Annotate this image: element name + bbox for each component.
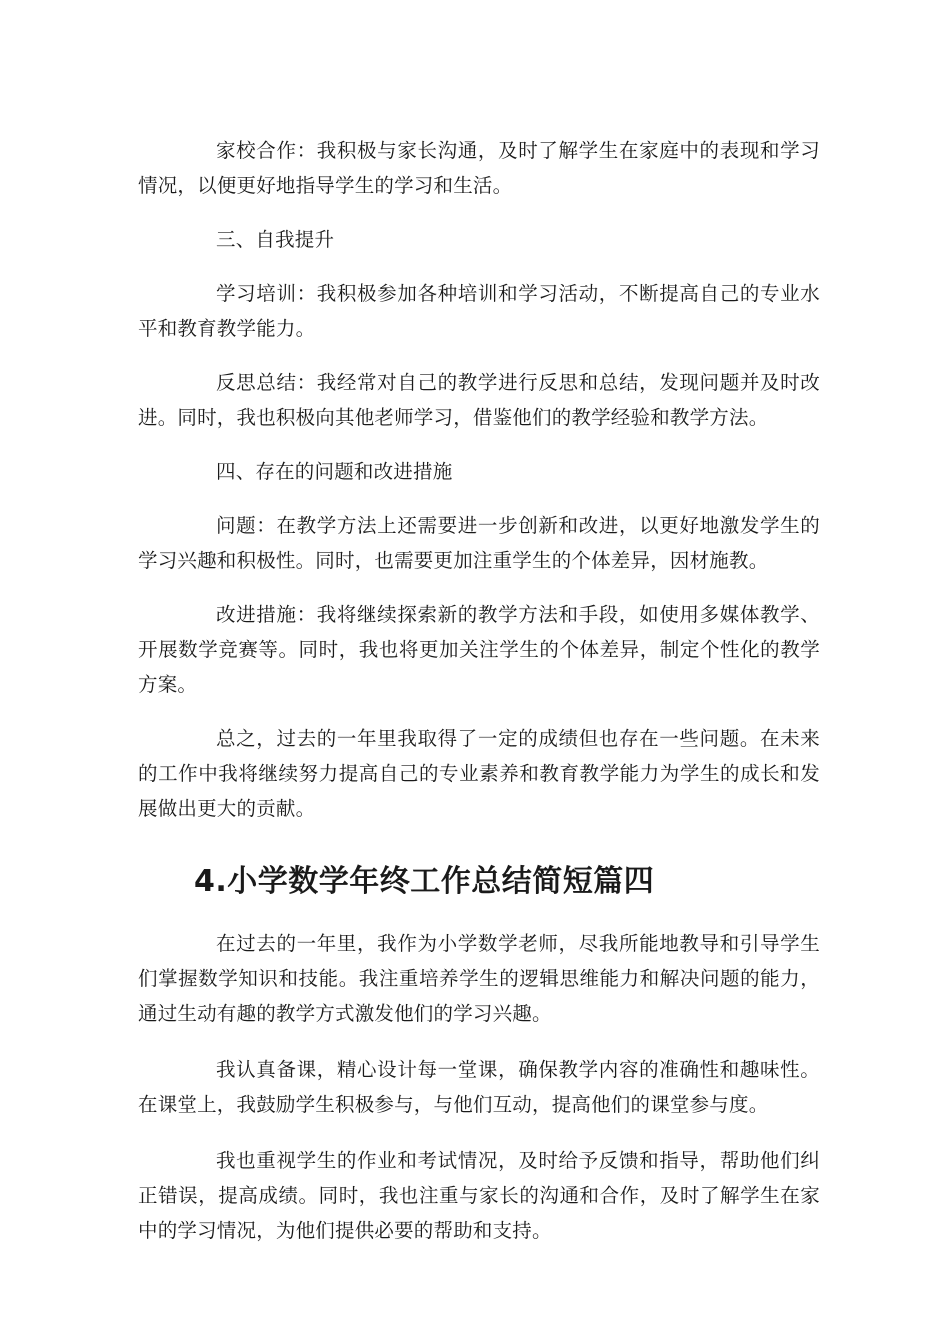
document-page xyxy=(138,133,820,1248)
paragraph-reflection-summary: 反思总结：我经常对自己的教学进行反思和总结，发现问题并及时改进。同时，我也积极向其他老师学习，借鉴他们的教学经验和教学方法。 xyxy=(138,371,820,429)
paragraph-improvement-measures: 改进措施：我将继续探索新的教学方法和手段，如使用多媒体教学、开展数学竞赛等。同时，我也将更加关注学生的个体差异，制定个性化的教学方案。 xyxy=(138,603,820,696)
paragraph-lesson-preparation: 我认真备课，精心设计每一堂课，确保教学内容的准确性和趣味性。在课堂上，我鼓励学生积极参与，与他们互动，提高他们的课堂参与度。 xyxy=(138,1058,820,1116)
section-heading: 4.小学数学年终工作总结简短篇四 xyxy=(194,864,655,899)
section-title-self-improvement: 三、自我提升 xyxy=(216,228,335,251)
paragraph-conclusion: 总之，过去的一年里我取得了一定的成绩但也存在一些问题。在未来的工作中我将继续努力提高自己的专业素养和教育教学能力为学生的成长和发展做出更大的贡献。 xyxy=(138,727,820,820)
paragraph-study-training: 学习培训：我积极参加各种培训和学习活动，不断提高自己的专业水平和教育教学能力。 xyxy=(138,282,820,340)
paragraph-past-year: 在过去的一年里，我作为小学数学老师，尽我所能地教导和引导学生们掌握数学知识和技能。我注重培养学生的逻辑思维能力和解决问题的能力，通过生动有趣的教学方式激发他们的学习兴趣。 xyxy=(138,932,820,1025)
paragraph-problems: 问题：在教学方法上还需要进一步创新和改进，以更好地激发学生的学习兴趣和积极性。同时，也需要更加注重学生的个体差异，因材施教。 xyxy=(138,514,820,572)
paragraph-home-school-cooperation: 家校合作：我积极与家长沟通，及时了解学生在家庭中的表现和学习情况，以便更好地指导学生的学习和生活。 xyxy=(138,139,820,197)
section-title-problems-improvements: 四、存在的问题和改进措施 xyxy=(216,460,453,483)
paragraph-homework-feedback: 我也重视学生的作业和考试情况，及时给予反馈和指导，帮助他们纠正错误，提高成绩。同时，我也注重与家长的沟通和合作，及时了解学生在家中的学习情况，为他们提供必要的帮助和支持。 xyxy=(138,1149,820,1242)
